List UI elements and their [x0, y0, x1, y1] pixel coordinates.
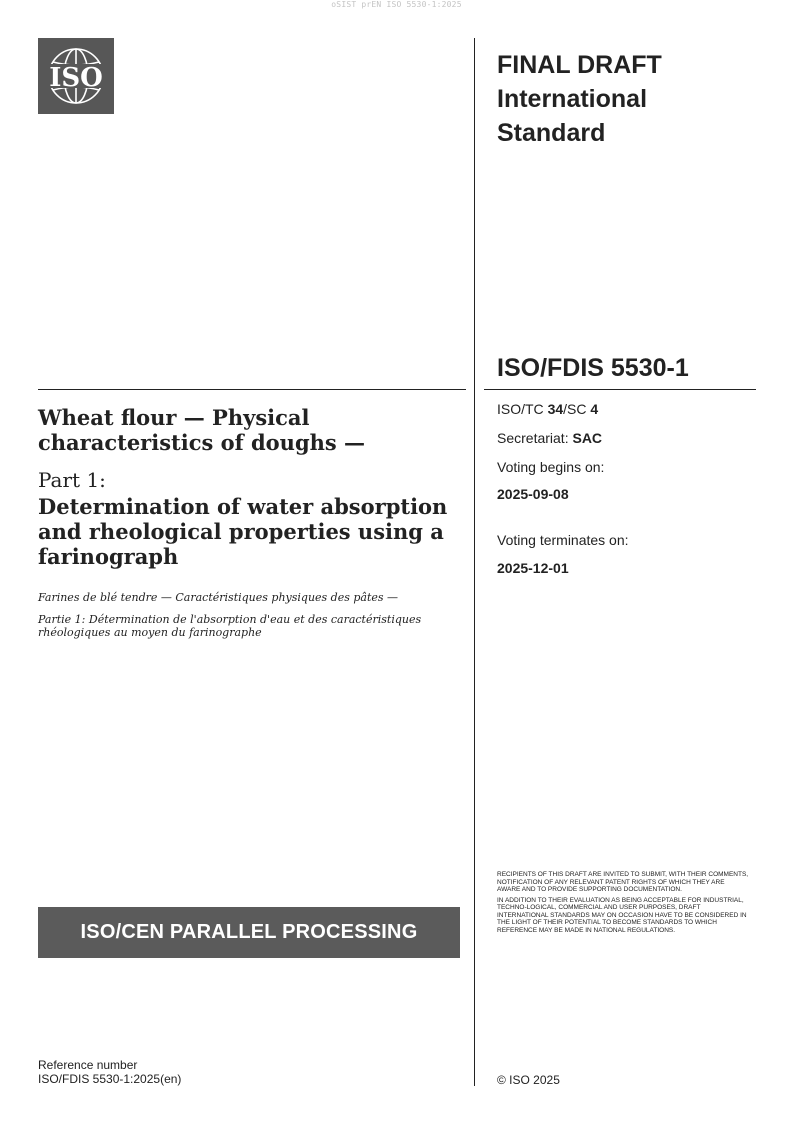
voting-terminates-label: Voting terminates on: — [497, 532, 629, 548]
sc-prefix: /SC — [563, 401, 591, 417]
voting-begins-date — [497, 486, 569, 502]
tc-number: 34 — [547, 401, 564, 417]
status-line-3: Standard — [497, 119, 606, 147]
reference-label: Reference number — [38, 1058, 138, 1072]
document-number: ISO/FDIS 5530-1 — [497, 354, 689, 382]
french-part-title: Partie 1: Détermination de l'absorption d'eau et des caractéristiques rhéologiques au moyen du farinographe — [38, 613, 422, 639]
draft-notice-paragraph-2: IN ADDITION TO THEIR EVALUATION AS BEING ACCEPTABLE FOR INDUSTRIAL, TECHNO-LOGICAL, COMMERCIAL AND USER PURPOSES, DRAFT INTERNATIONAL STANDARDS MAY ON OCCASION HAVE TO BE CONSIDERED IN THE LIGHT OF THEIR POTENTIAL TO BECOME STANDARDS TO WHICH REFERENCE MAY BE MADE IN NATIONAL REGULATIONS. — [497, 896, 747, 934]
vertical-divider — [474, 38, 475, 1086]
status-line-1: FINAL DRAFT — [497, 51, 662, 79]
reference-number — [38, 1058, 181, 1086]
iso-logo — [38, 38, 114, 114]
document-status — [497, 48, 662, 150]
watermark: oSIST prEN ISO 5530-1:2025 — [331, 0, 462, 9]
part-title: Determination of water absorption and rheological properties using a farinograph — [38, 494, 448, 569]
french-title: Farines de blé tendre — Caractéristiques physiques des pâtes — — [38, 591, 399, 604]
voting-begins-label: Voting begins on: — [497, 459, 605, 475]
secretariat-value: SAC — [572, 430, 603, 446]
committee-line — [497, 401, 598, 417]
draft-notice-paragraph-1: RECIPIENTS OF THIS DRAFT ARE INVITED TO SUBMIT, WITH THEIR COMMENTS, NOTIFICATION OF ANY RELEVANT PATENT RIGHTS OF WHICH THEY ARE AWARE AND TO PROVIDE SUPPORTING DOCUMENTATION. — [497, 871, 749, 893]
parallel-processing-banner: ISO/CEN PARALLEL PROCESSING — [38, 907, 460, 958]
copyright: © ISO 2025 — [497, 1073, 560, 1087]
voting-terminates-date-value: 2025-12-01 — [497, 560, 569, 576]
voting-terminates-date — [497, 560, 569, 576]
secretariat-line — [497, 430, 602, 446]
horizontal-divider-left — [38, 389, 466, 390]
voting-begins-date-value: 2025-09-08 — [497, 486, 569, 502]
reference-value: ISO/FDIS 5530-1:2025(en) — [38, 1072, 182, 1086]
tc-prefix: ISO/TC — [497, 401, 548, 417]
iso-logo-text: ISO — [49, 63, 103, 93]
status-line-2: International — [497, 85, 648, 113]
draft-notice — [497, 871, 749, 934]
document-title: Wheat flour — Physical characteristics of doughs — — [38, 405, 366, 455]
iso-globe-icon — [38, 38, 114, 114]
horizontal-divider-right — [484, 389, 756, 390]
sc-number: 4 — [590, 401, 599, 417]
part-label: Part 1: — [38, 468, 106, 492]
secretariat-label: Secretariat: — [497, 430, 573, 446]
